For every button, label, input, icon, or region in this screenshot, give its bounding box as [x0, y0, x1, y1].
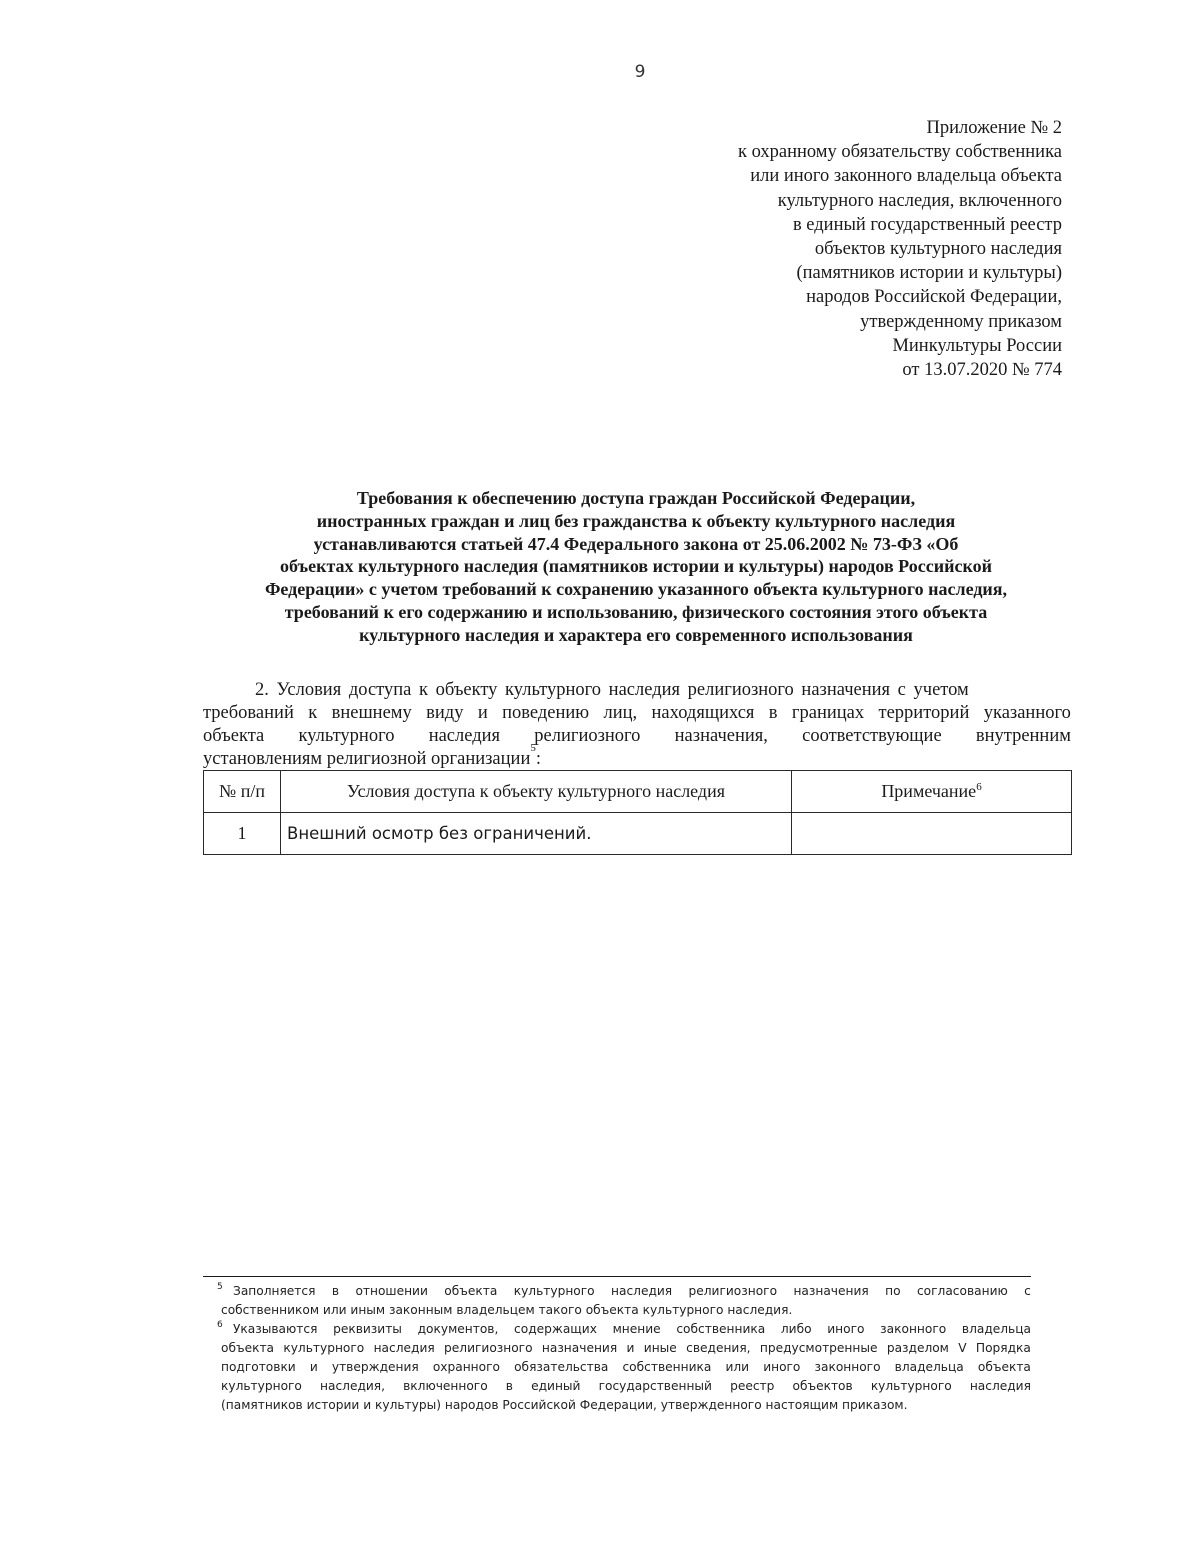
heading-line: устанавливаются статьей 47.4 Федерального закона от 25.06.2002 № 73-ФЗ «Об	[313, 533, 959, 554]
header-conditions: Условия доступа к объекту культурного наследия	[281, 771, 792, 813]
word: предусмотренные	[759, 1341, 878, 1355]
word: назначения	[541, 1341, 618, 1355]
word: сведения,	[686, 1341, 751, 1355]
word: и	[309, 1360, 318, 1374]
word: иного	[827, 1322, 865, 1336]
word: законного	[814, 1360, 881, 1374]
word: охранного	[432, 1360, 500, 1374]
word: культурного	[283, 1341, 365, 1355]
word: разделом	[886, 1341, 949, 1355]
row-note	[792, 813, 1072, 855]
paragraph-text: установлениям религиозной организации	[203, 749, 531, 769]
word: или	[725, 1360, 750, 1374]
appendix-line: к охранному обязательству собственника	[737, 142, 1062, 163]
word: в	[768, 703, 778, 723]
word: соответствующие	[802, 726, 942, 746]
word: лиц,	[603, 703, 638, 723]
word: виду	[426, 703, 464, 723]
word: культурного	[870, 1379, 952, 1393]
footnote-line	[221, 1358, 1031, 1377]
word: и	[626, 1341, 635, 1355]
word: культурного	[513, 1284, 595, 1298]
appendix-line: от 13.07.2020 № 774	[902, 360, 1062, 381]
word: владельца	[894, 1360, 964, 1374]
footnote-marker: 5	[217, 1282, 223, 1292]
word: с	[1024, 1284, 1031, 1298]
word: указанного	[983, 703, 1071, 723]
heading-line: иностранных граждан и лиц без гражданства к объекту культурного наследия	[316, 510, 956, 531]
page-number: 9	[634, 62, 646, 82]
appendix-reference	[642, 116, 1062, 382]
table-header-row	[204, 771, 1072, 813]
word: культурного	[298, 726, 395, 746]
footnote-line-words	[221, 1320, 1031, 1339]
footnotes	[217, 1282, 1031, 1415]
appendix-line: народов Российской Федерации,	[806, 287, 1062, 308]
word: государственный	[598, 1379, 712, 1393]
word: собственника	[622, 1360, 712, 1374]
word: в	[505, 1379, 513, 1393]
footnote-line: (памятников истории и культуры) народов Российской Федерации, утвержденного настоящим приказом.	[221, 1398, 908, 1412]
word: внешнему	[331, 703, 412, 723]
word: Заполняется	[233, 1284, 316, 1298]
word: объекта	[977, 1360, 1031, 1374]
appendix-line: (памятников истории и культуры)	[796, 263, 1062, 284]
footnote-ref: 6	[976, 781, 982, 793]
heading-line: требований к его содержанию и использованию, физического состояния этого объекта	[284, 601, 988, 622]
word: мнение	[612, 1322, 661, 1336]
header-number: № п/п	[204, 771, 281, 813]
word: обязательства	[514, 1360, 609, 1374]
word: включенного	[403, 1379, 488, 1393]
word: находящихся	[651, 703, 755, 723]
header-note	[792, 771, 1072, 813]
footnote-5-words	[217, 1282, 1031, 1301]
heading-line: Федерации» с учетом требований к сохранению указанного объекта культурного наследия,	[264, 579, 1008, 600]
paragraph-line	[203, 742, 1071, 771]
word: поведению	[502, 703, 590, 723]
paragraph-line	[203, 725, 1071, 748]
word: культурного	[221, 1379, 302, 1393]
word: объекта	[444, 1284, 498, 1298]
word: наследия,	[320, 1379, 385, 1393]
footnote-separator	[203, 1276, 1031, 1277]
word: либо	[780, 1322, 812, 1336]
row-conditions: Внешний осмотр без ограничений.	[281, 813, 792, 855]
word: законного	[880, 1322, 947, 1336]
word: назначения	[793, 1284, 869, 1298]
word: объекта	[221, 1341, 275, 1355]
access-conditions-table	[203, 770, 1072, 855]
paragraph-text: :	[535, 749, 541, 769]
footnote-line	[221, 1377, 1031, 1396]
word: религиозного	[444, 1341, 533, 1355]
paragraph-line	[203, 702, 1071, 725]
word: наследия	[428, 726, 501, 746]
word: собственника	[676, 1322, 766, 1336]
footnote-ref: 5	[530, 742, 536, 754]
word: объектов	[792, 1379, 853, 1393]
table-row	[204, 813, 1072, 855]
footnote-line: собственником или иным законным владельцем такого объекта культурного наследия.	[221, 1303, 793, 1317]
word: утверждения	[331, 1360, 419, 1374]
heading-line: культурного наследия и характера его современного использования	[359, 624, 913, 645]
word: к	[308, 703, 318, 723]
appendix-line: культурного наследия, включенного	[777, 190, 1062, 211]
word: содержащих	[514, 1322, 597, 1336]
word: территорий	[878, 703, 970, 723]
footnote-6-line	[217, 1320, 1031, 1339]
word: требований	[203, 703, 294, 723]
header-note-text: Примечание	[881, 781, 977, 801]
row-number: 1	[204, 813, 281, 855]
word: иного	[763, 1360, 801, 1374]
word: в	[331, 1284, 340, 1298]
appendix-line: утвержденному приказом	[860, 311, 1062, 332]
heading-line: объектах культурного наследия (памятников истории и культуры) народов Российской	[280, 556, 992, 577]
appendix-line: объектов культурного наследия	[814, 239, 1062, 260]
word: V	[958, 1341, 967, 1355]
word: Порядка	[975, 1341, 1031, 1355]
word: документов,	[417, 1322, 499, 1336]
word: Указываются	[233, 1322, 318, 1336]
word: внутренним	[975, 726, 1071, 746]
word: отношении	[355, 1284, 428, 1298]
word: реестр	[730, 1379, 775, 1393]
appendix-line: Приложение № 2	[926, 118, 1062, 138]
word: согласованию	[916, 1284, 1008, 1298]
footnote-marker: 6	[217, 1320, 223, 1330]
heading-line: Требования к обеспечению доступа граждан Российской Федерации,	[356, 488, 916, 508]
footnote-line-words	[221, 1282, 1031, 1301]
document-heading	[196, 487, 1076, 647]
footnote-line	[221, 1339, 1031, 1358]
word: религиозного	[534, 726, 641, 746]
word: границах	[791, 703, 865, 723]
word: владельца	[961, 1322, 1031, 1336]
paragraph-line: 2. Условия доступа к объекту культурного наследия религиозного назначения с учетом	[255, 680, 969, 700]
word: единый	[531, 1379, 581, 1393]
word: по	[885, 1284, 901, 1298]
word: наследия	[969, 1379, 1031, 1393]
appendix-line: в единый государственный реестр	[792, 214, 1062, 235]
appendix-line: Минкультуры России	[892, 335, 1062, 356]
word: объекта	[203, 726, 265, 746]
word: реквизиты	[333, 1322, 402, 1336]
word: наследия	[373, 1341, 435, 1355]
word: иные	[643, 1341, 677, 1355]
word: религиозного	[688, 1284, 778, 1298]
word: и	[477, 703, 488, 723]
appendix-line: или иного законного владельца объекта	[750, 166, 1062, 187]
word: наследия	[611, 1284, 673, 1298]
word: назначения,	[674, 726, 768, 746]
word: подготовки	[221, 1360, 296, 1374]
access-conditions-paragraph	[203, 679, 1071, 771]
footnote-5-line	[217, 1282, 1031, 1301]
